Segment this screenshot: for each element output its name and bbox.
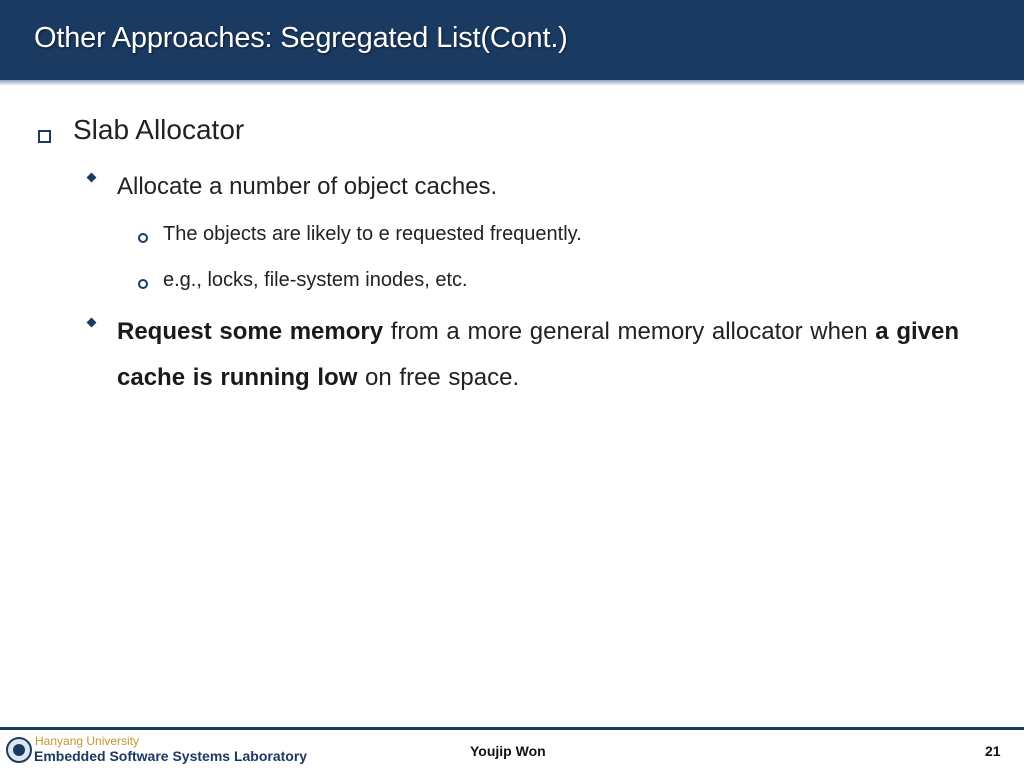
footer-divider [0,727,1024,730]
plain-text-1: from a more general memory allocator when [383,318,876,345]
bullet-text: Slab Allocator [73,114,245,145]
page-number: 21 [985,743,1001,759]
footer-university: Hanyang University [35,734,140,748]
footer-author: Youjip Won [470,743,546,759]
square-bullet-icon [38,130,51,143]
slide-title: Other Approaches: Segregated List(Cont.) [34,22,568,54]
title-bar [0,0,1024,80]
sub-bullet-text: Allocate a number of object caches. [117,173,498,200]
sub-sub-bullet-text: e.g., locks, file-system inodes, etc. [163,269,468,291]
bold-phrase-running-low: a given cache is running low [117,318,959,391]
sub-bullet-text [117,309,967,401]
plain-text-2: on free space. [357,364,520,391]
sub-sub-bullet-text: The objects are likely to e requested frequently. [163,223,582,245]
ring-bullet-icon [138,233,148,243]
bold-phrase-request: Request some memory [117,318,384,345]
ring-bullet-icon [138,279,148,289]
university-seal-icon [6,737,32,763]
footer-lab-name: Embedded Software Systems Laboratory [34,748,308,764]
title-shadow [0,80,1024,86]
diamond-bullet-icon [87,318,97,328]
diamond-bullet-icon [87,173,97,183]
